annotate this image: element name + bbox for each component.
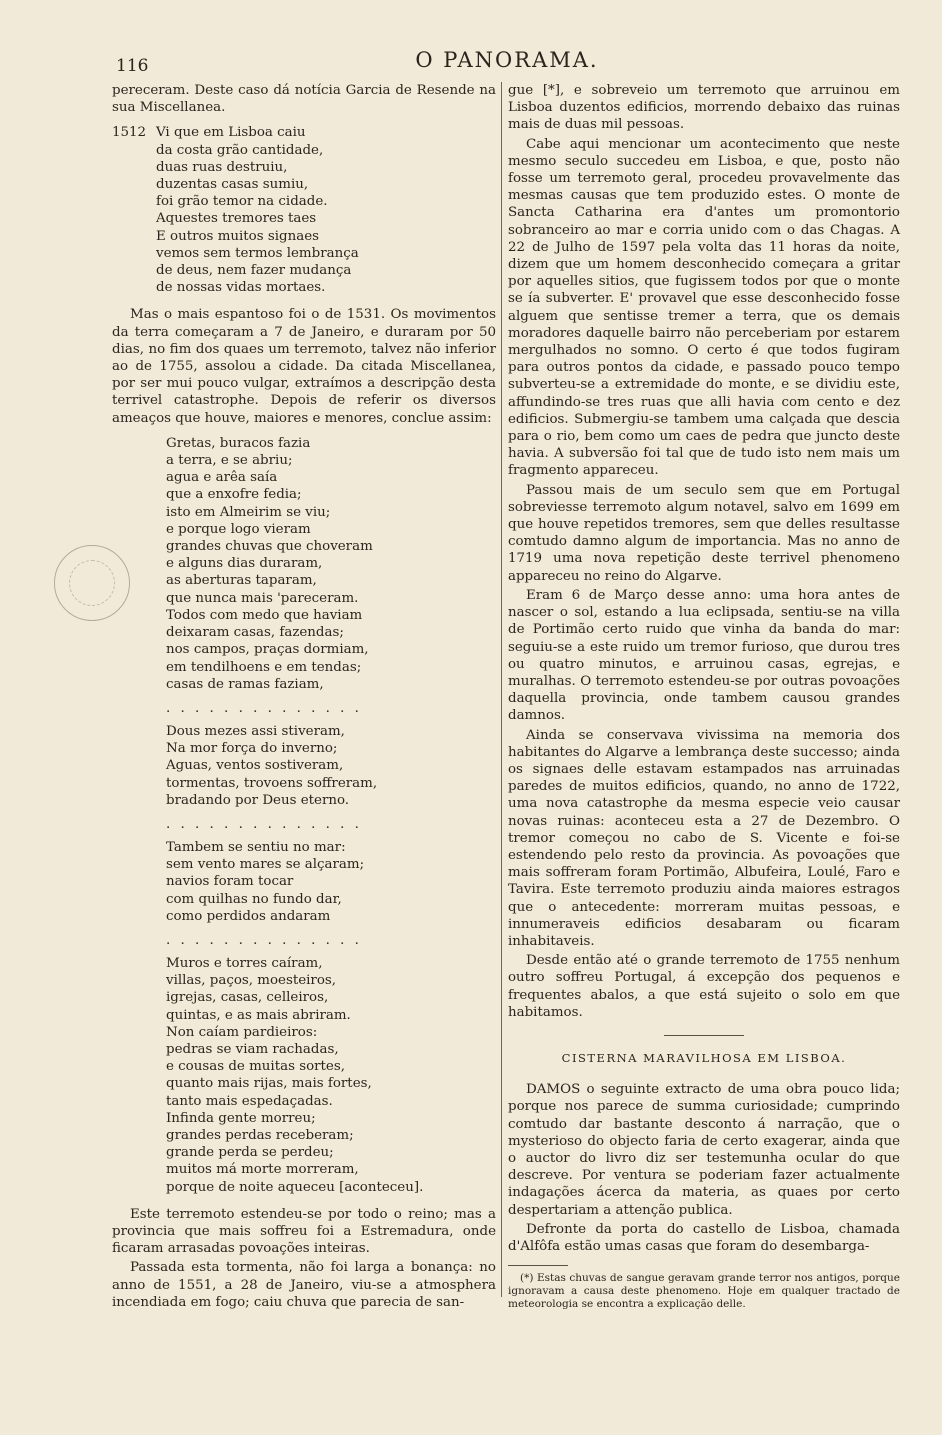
verse-stanza-3 <box>112 839 496 925</box>
verse-line: quanto mais rijas, mais fortes, <box>166 1076 372 1092</box>
verse-line: que a enxofre fedia; <box>166 487 302 503</box>
verse-line: em tendilhoens e em tendas; <box>166 659 362 675</box>
paragraph: DAMOS o seguinte extracto de uma obra pouco lida; porque nos parece de summa curiosidade; cumprindo comtudo dar bastante desconto á narração, que o mysterioso do objecto faria de certo exagerar, ainda que o auctor do livro diz ser testemunha ocular do que descreve. Por ventura se poderiam fazer actualmente indagações ácerca da materia, as quaes por certo despertariam a attenção publica. <box>508 1082 900 1218</box>
verse-stanza-1 <box>112 435 496 693</box>
verse-line: foi grão temor na cidade. <box>156 194 328 210</box>
verse-line: agua e arêa saía <box>166 470 278 486</box>
verse-line: como perdidos andaram <box>166 908 331 924</box>
left-column <box>112 82 496 1313</box>
paragraph: Defronte da porta do castello de Lisboa, chamada d'Alfôfa estão umas casas que foram do desembarga- <box>508 1221 900 1254</box>
right-column <box>508 82 900 1313</box>
verse-line: e alguns dias duraram, <box>166 556 323 572</box>
verse-line: de deus, nem fazer mudança <box>156 263 352 279</box>
verse-line: Dous mezes assi stiveram, <box>166 723 345 739</box>
verse-line: Infinda gente morreu; <box>166 1110 316 1126</box>
verse-line: duas ruas destruiu, <box>156 159 288 175</box>
page-number: 116 <box>116 56 149 76</box>
verse-line: muitos má morte morreram, <box>166 1162 359 1178</box>
verse-line: Na mor força do inverno; <box>166 741 338 757</box>
verse-1512 <box>112 124 496 296</box>
running-title: O PANORAMA. <box>415 48 599 72</box>
verse-line: Aguas, ventos sostiveram, <box>166 758 344 774</box>
verse-line: pedras se viam rachadas, <box>166 1041 339 1057</box>
ellipsis-dots: . . . . . . . . . . . . . . <box>166 700 362 716</box>
paragraph: Passada esta tormenta, não foi larga a bonança: no anno de 1551, a 28 de Janeiro, viu-se a atmosphera incendiada em fogo; caiu chuva que parecia de san- <box>112 1260 496 1310</box>
verse-line: E outros muitos signaes <box>156 228 319 244</box>
verse-line: de nossas vidas mortaes. <box>156 280 326 296</box>
verse-stanza-4 <box>112 955 496 1196</box>
verse-line: com quilhas no fundo dar, <box>166 891 342 907</box>
verse-line: Tambem se sentiu no mar: <box>166 839 346 855</box>
paragraph: Passou mais de um seculo sem que em Portugal sobreviesse terremoto algum notavel, salvo em 1699 em que houve repetidos tremores, sem que delles resultasse comtudo damno algum de importancia. Mas no anno de 1719 uma nova repetição deste terrivel phenomeno appareceu no reino do Algarve. <box>508 482 900 584</box>
verse-line: navios foram tocar <box>166 874 294 890</box>
verse-line: Non caíam pardieiros: <box>166 1024 318 1040</box>
footnote <box>508 1272 900 1311</box>
verse-year: 1512 <box>112 125 147 141</box>
column-divider <box>501 82 502 1297</box>
paragraph: Este terremoto estendeu-se por todo o reino; mas a provincia que mais soffreu foi a Estremadura, onde ficaram arrasadas povoações inteiras. <box>112 1206 496 1257</box>
paragraph: Desde então até o grande terremoto de 1755 nenhum outro soffreu Portugal, á excepção dos pequenos e frequentes abalos, a que está sujeito o solo em que habitamos. <box>508 953 900 1020</box>
paragraph: gue [*], e sobreveio um terremoto que arruinou em Lisboa duzentos edificios, morrendo debaixo das ruinas mais de duas mil pessoas. <box>508 83 900 133</box>
verse-stanza-2 <box>112 723 496 809</box>
verse-line: sem vento mares se alçaram; <box>166 857 365 873</box>
paragraph: pereceram. Deste caso dá notícia Garcia de Resende na sua Miscellanea. <box>112 83 496 116</box>
verse-line: e porque logo vieram <box>166 521 311 537</box>
verse-line: igrejas, casas, celleiros, <box>166 990 329 1006</box>
paragraph: Mas o mais espantoso foi o de 1531. Os movimentos da terra começaram a 7 de Janeiro, e duraram por 50 dias, no fim dos quaes um terremoto, talvez não inferior ao de 1755, assolou a cidade. Da citada Miscellanea, por ser mui pouco vulgar, extraímos a descripção desta terrivel catastrophe. Depois de referir os diversos ameaços que houve, maiores e menores, conclue assim: <box>112 307 496 426</box>
verse-line: deixaram casas, fazendas; <box>166 625 344 641</box>
verse-line: porque de noite aqueceu [aconteceu]. <box>166 1179 424 1195</box>
verse-line: vemos sem termos lembrança <box>156 245 359 261</box>
verse-line: isto em Almeirim se viu; <box>166 504 331 520</box>
verse-line: casas de ramas faziam, <box>166 676 324 692</box>
verse-line: grandes perdas receberam; <box>166 1127 354 1143</box>
footnote-rule <box>508 1265 568 1266</box>
verse-line: grandes chuvas que choveram <box>166 539 373 555</box>
verse-line: 1512 Vi que em Lisboa caiu <box>112 125 306 141</box>
verse-line: tormentas, trovoens soffreram, <box>166 775 378 791</box>
verse-line: que nunca mais 'pareceram. <box>166 590 359 606</box>
paragraph: Eram 6 de Março desse anno: uma hora antes de nascer o sol, estando a lua eclipsada, sentiu-se na villa de Portimão certo ruido que vinha da banda do mar: seguiu-se a este ruido um tremor furioso, que durou tres ou quatro minutos, e arruinou casas, egrejas, e muralhas. O terremoto estendeu-se por outras povoações daquella provincia, onde tambem causou grandes damnos. <box>508 587 900 724</box>
verse-line: Aquestes tremores taes <box>156 211 317 227</box>
verse-line: grande perda se perdeu; <box>166 1145 334 1161</box>
verse-line: e cousas de muitas sortes, <box>166 1059 345 1075</box>
verse-line: Gretas, buracos fazia <box>166 435 311 451</box>
verse-line: Todos com medo que haviam <box>166 607 363 623</box>
verse-line: villas, paços, moesteiros, <box>166 973 337 989</box>
verse-line: quintas, e as mais abriram. <box>166 1007 351 1023</box>
verse-line: duzentas casas sumiu, <box>156 177 309 193</box>
ellipsis-dots: . . . . . . . . . . . . . . <box>166 932 362 948</box>
section-title: CISTERNA MARAVILHOSA EM LISBOA. <box>561 1050 847 1065</box>
verse-line: Muros e torres caíram, <box>166 955 323 971</box>
section-divider <box>664 1035 744 1036</box>
footnote-text: (*) Estas chuvas de sangue geravam grande terror nos antigos, porque ignoravam a causa deste phenomeno. Hoje em qualquer tractado de meteorologia se encontra a explicação delle. <box>508 1272 900 1311</box>
verse-line: tanto mais espedaçadas. <box>166 1093 333 1109</box>
ellipsis-dots: . . . . . . . . . . . . . . <box>166 816 362 832</box>
verse-line: bradando por Deus eterno. <box>166 792 350 808</box>
paragraph: Ainda se conservava vivissima na memoria dos habitantes do Algarve a lembrança deste successo; ainda os signaes delle estavam estampados nas arruinadas paredes de muitos edificios, quando, no anno de 1722, uma nova catastrophe da mesma especie veio causar novas ruinas: aconteceu esta a 27 de Dezembro. O tremor começou no cabo de S. Vicente e foi-se estendendo pelo resto da provincia. As povoações que mais soffreram foram Portimão, Albufeira, Loulé, Faro e Tavira. Este terremoto produziu ainda maiores estragos que o antecedente: morreram muitas pessoas, e innumeraveis edificios desabaram ou ficaram inhabitaveis. <box>508 727 900 949</box>
verse-line: da costa grão cantidade, <box>156 142 324 158</box>
verse-line: a terra, e se abriu; <box>166 453 293 469</box>
paragraph: Cabe aqui mencionar um acontecimento que neste mesmo seculo succedeu em Lisboa, e que, posto não fosse um terremoto geral, procedeu provavelmente das mesmas causas que tem produzido estes. O monte de Sancta Catharina era d'antes um promontorio sobranceiro ao mar e corria unido com o das Chagas. A 22 de Julho de 1597 pela volta das 11 horas da noite, dizem que um homem desconhecido começara a gritar por aquelles sitios, que fugissem todos por que o monte se ía subverter. E' provavel que esse desconhecido fosse alguem que sentisse tremer a terra, que os demais moradores daquelle bairro não perceberiam por estarem mergulhados no somno. O certo é que todos fugiram para outros pontos da cidade, e passado pouco tempo subverteu-se a extremidade do monte, e se dividiu este, affundindo-se tres ruas que alli havia com cento e dez edificios. Submergiu-se tambem uma calçada que descia para o rio, bem como um caes de pedra que juncto deste havia. A subversão foi tal que de tudo isto nem mais um fragmento appareceu. <box>508 136 900 479</box>
verse-line: as aberturas taparam, <box>166 573 317 589</box>
page-header <box>112 42 902 76</box>
verse-line: nos campos, praças dormiam, <box>166 642 369 658</box>
